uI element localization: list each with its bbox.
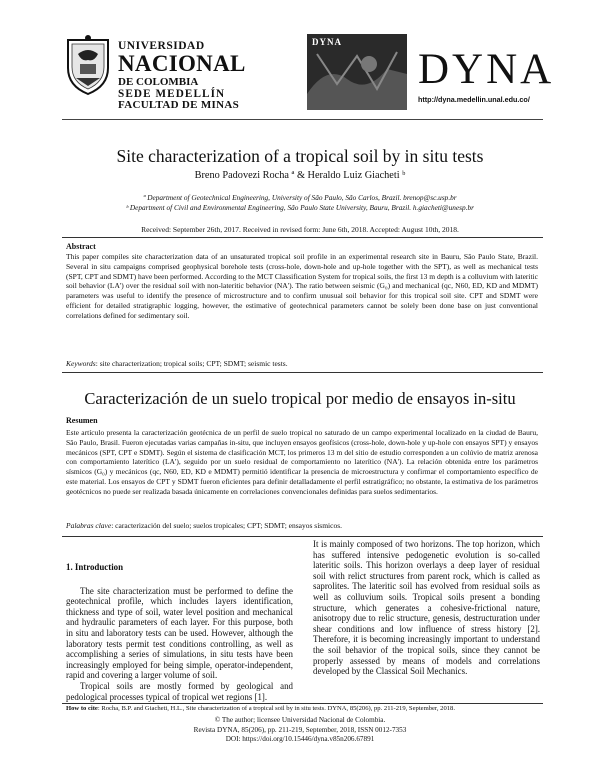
affiliation-b: ᵇ Department of Civil and Environmental Engineering, São Paulo State University, Bauru, Brazil. h.giacheti@unesp.br	[126, 203, 474, 212]
received-dates: Received: September 26th, 2017. Received in revised form: June 6th, 2018. Accepted: August 10th, 2018.	[141, 225, 459, 234]
divider	[62, 536, 543, 537]
intro-paragraph-2: Tropical soils are mostly formed by geological and pedological processes typical of tropical wet regions [1].	[66, 680, 293, 702]
authors: Breno Padovezi Rocha ª & Heraldo Luiz Giacheti ᵇ	[194, 170, 406, 181]
doi-link[interactable]: DOI: https://doi.org/10.15446/dyna.v85n206.67891	[225, 735, 375, 744]
cover-title: DYNA	[312, 37, 342, 47]
facultad-label: FACULTAD DE MINAS	[118, 99, 240, 111]
body-column-right	[313, 539, 540, 677]
divider	[62, 237, 543, 238]
divider	[62, 372, 543, 373]
affiliation-a: ª Department of Geotechnical Engineering, University of São Paulo, São Carlos, Brazil. brenop@sc.usp.br	[143, 193, 457, 202]
paper-title: Site characterization of a tropical soil by in situ tests	[116, 146, 484, 166]
university-line1: UNIVERSIDAD	[118, 40, 205, 52]
journal-url-link[interactable]: http://dyna.medellin.unal.edu.co/	[418, 95, 530, 104]
palabras-clave	[66, 521, 538, 531]
revista-line: Revista DYNA, 85(206), pp. 211-219, September, 2018, ISSN 0012-7353	[193, 725, 407, 734]
intro-paragraph-1: The site characterization must be performed to define the geotechnical profile, which includes layers identification, thickness and type of soil, water level position and mechanical and hydraulic parameters of each layer. For this purpose, both in situ and laboratory tests can be used. However, although the laboratory tests permit test conditions controlling, as well as accomplishing a series of simulations, in situ tests have been increasingly employed for being simple, operator-independent, rapid and covering a larger volume of soil.	[66, 585, 293, 681]
how-to-cite-label: How to cite	[66, 705, 98, 712]
sede-label: SEDE MEDELLÍN	[118, 88, 226, 100]
university-line2: NACIONAL	[118, 51, 246, 76]
footer	[0, 716, 600, 745]
header-divider	[62, 119, 543, 120]
spanish-title: Caracterización de un suelo tropical por medio de ensayos in-situ	[84, 389, 516, 408]
body-column-left	[66, 562, 293, 702]
resumen-heading: Resumen	[66, 416, 98, 425]
keywords	[66, 359, 538, 369]
resumen-text: Este artículo presenta la caracterización geotécnica de un perfil de suelo tropical no saturado de un campo experimental localizado en la ciudad de Bauru, São Paulo, Brasil. Fueron ejecutadas varias campañas in-situ, que incluyen ensayos geofísicos (cross-hole, down-hole y up-hole con ensayos SPT) y ensayos mecánicos (SPT, CPT e SDMT). Según el sistema de clasificación MCT, los primeros 13 m del sitio de estudio corresponden a un colúvio de matriz arenosa con comportamiento laterítico (LA'), seguido por un suelo residual de comportamiento no laterítico (NA'). La relación obtenida entre los parámetros sísmicos (G₀) y mecánicos (qc, N60, ED, KD e MDMT) permitió identificar la presencia de microestructura y confirmar el comportamiento específico de este material. Los ensayos de CPT y SDMT fueron eficientes para definir detalladamente el perfil estratigráfico; no obstante, la estimativa de los parámetros geotécnicos no puede ser realizada basada únicamente en correlaciones convencionales definidas para suelos sedimentarios.	[66, 428, 538, 496]
introduction-heading: 1. Introduction	[66, 562, 124, 572]
journal-name: DYNA	[418, 46, 555, 93]
palabras-clave-text: : caracterización del suelo; suelos tropicales; CPT; SDMT; ensayos sísmicos.	[111, 521, 342, 530]
university-shield-logo	[62, 34, 114, 96]
palabras-clave-label: Palabras clave	[66, 521, 112, 530]
university-line3: DE COLOMBIA	[118, 76, 199, 88]
keywords-text: : site characterization; tropical soils; CPT; SDMT; seismic tests.	[95, 359, 288, 368]
footer-divider	[62, 703, 543, 704]
how-to-cite-text: : Rocha, B.P. and Giacheti, H.L., Site characterization of a tropical soil by in situ tests. DYNA, 85(206), pp. 211-219, September, 2018.	[97, 705, 455, 712]
abstract-text: This paper compiles site characterization data of an unsaturated tropical soil profile in an experimental research site in Bauru, São Paulo State, Brazil. Several in situ campaigns comprised geophysical borehole tests (cross-hole, down-hole and up-hole together with the SPT), as well as mechanical tests (SPT, CPT and SDMT) have been performed. According to the MCT Classification System for tropical soils, the first 13 m depth is a colluvium with lateritic soil behavior (LA') over the residual soil with non-lateritic behavior (NA'). The ratio between seismic (G₀) and mechanical (qc, N60, ED, KD and MDMT) parameters was useful to identify the presence of microstructure and to confirm unusual soil behavior for this tropical soil site. CPT and SDMT were efficient for detailed stratigraphic logging, however, the estimative of geotechnical parameters cannot be solely been done base on just conventional correlations defined for sedimentary soil.	[66, 252, 539, 320]
keywords-label: Keywords	[66, 359, 96, 368]
intro-paragraph-3: It is mainly composed of two horizons. The top horizon, which has suffered intensive pedogenetic evolution is so-called lateritic soils. This horizon overlays a deep layer of residual soil with relict structures from parent rock, which is called as saprolites. The lateritic soil has evolved from residual soils as well as colluvium soils. Tropical soils present a bonding structure, which generates a cohesive-frictional nature, anisotropy due to relic structure, genesis, destructuration under shear conditions and low influence of stress history [2]. Therefore, it is becoming increasingly important to understand the soil behavior of the tropical soils, since they cannot be properly assessed by means of models and correlations developed by the Classical Soil Mechanics.	[313, 539, 540, 677]
abstract-heading: Abstract	[66, 242, 96, 251]
license-line: © The author; licensee Universidad Nacional de Colombia.	[214, 716, 386, 724]
how-to-cite	[66, 705, 541, 712]
